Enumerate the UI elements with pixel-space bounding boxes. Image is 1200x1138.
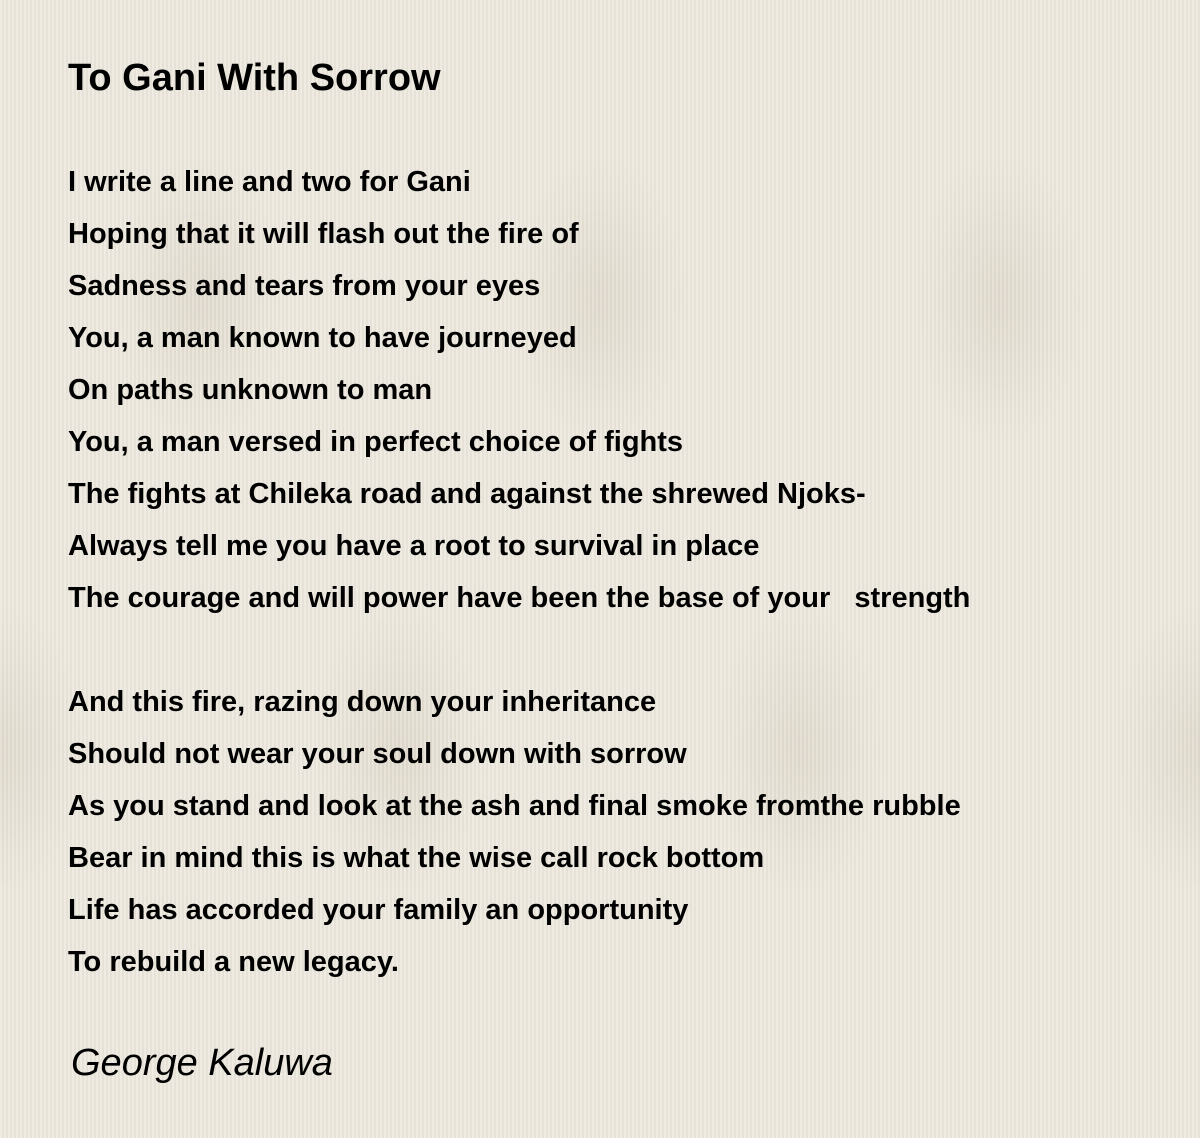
poem-line: And this fire, razing down your inheritance	[68, 686, 657, 718]
poem-line: Bear in mind this is what the wise call rock bottom	[68, 842, 765, 874]
stanza-2	[68, 676, 961, 988]
poem-line: To rebuild a new legacy.	[68, 946, 399, 978]
poem-line: You, a man known to have journeyed	[68, 322, 577, 354]
poem-line: The fights at Chileka road and against the shrewed Njoks-	[68, 478, 866, 510]
poem-line: Sadness and tears from your eyes	[68, 270, 541, 302]
poem-line: The courage and will power have been the base of your strength	[68, 582, 971, 614]
poem-line: Always tell me you have a root to survival in place	[68, 530, 760, 562]
poem-line: Should not wear your soul down with sorrow	[68, 738, 687, 770]
poem-line: Hoping that it will flash out the fire of	[68, 218, 579, 250]
poem-line: Life has accorded your family an opportunity	[68, 894, 689, 926]
poem-title: To Gani With Sorrow	[68, 57, 441, 99]
stanza-1	[68, 156, 970, 624]
poem-line: On paths unknown to man	[68, 374, 433, 406]
poem-line: As you stand and look at the ash and final smoke fromthe rubble	[68, 790, 961, 822]
poem-line: You, a man versed in perfect choice of fights	[68, 426, 684, 458]
poem-line: I write a line and two for Gani	[68, 166, 471, 198]
poem-author: George Kaluwa	[71, 1042, 333, 1084]
